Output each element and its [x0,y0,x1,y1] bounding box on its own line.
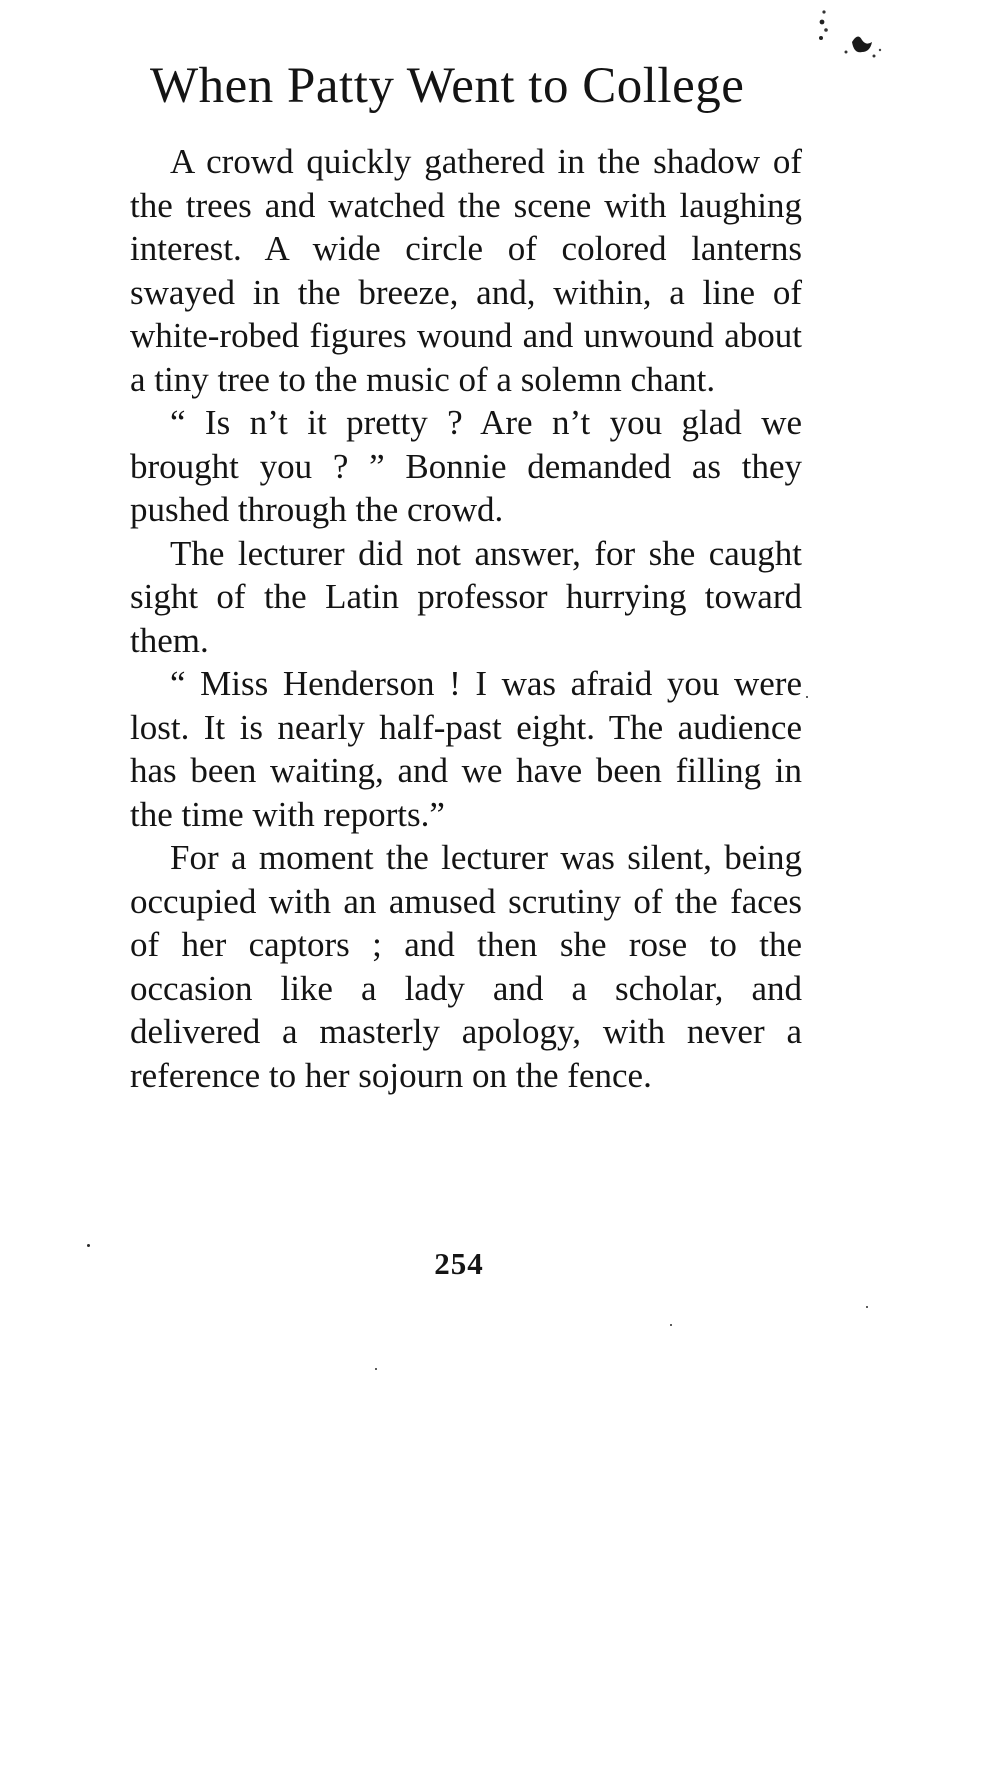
paper-speck [670,1324,672,1326]
paper-speck [866,1306,868,1308]
paragraph: The lecturer did not answer, for she caught sight of the Latin professor hurrying toward them. [130,533,802,660]
paragraph: A crowd quickly gathered in the shadow of the trees and watched the scene with laughing interest. A wide circle of colored lanterns swayed in the breeze, and, within, a line of white-robed figures wound and unwound about a tiny tree to the music of a solemn chant. [130,142,802,399]
paragraph: “ Miss Henderson ! I was afraid you were lost. It is nearly half-past eight. The audience has been waiting, and we have been filling in the time with reports.” [130,664,802,834]
running-title: When Patty Went to College [150,58,745,114]
paragraph: “ Is n’t it pretty ? Are n’t you glad we brought you ? ” Bonnie demanded as they pushed through the crowd. [130,403,802,529]
paper-speck [375,1368,377,1370]
page-number: 254 [434,1246,484,1281]
paper-speck [87,1244,90,1247]
paragraph: For a moment the lecturer was silent, being occupied with an amused scrutiny of the faces of her captors ; and then she rose to the occasion like a lady and a scholar, and delivered a masterly apology, with never a reference to her sojourn on the fence. [130,838,802,1095]
paper-speck [806,696,808,698]
body-text [130,140,802,1097]
